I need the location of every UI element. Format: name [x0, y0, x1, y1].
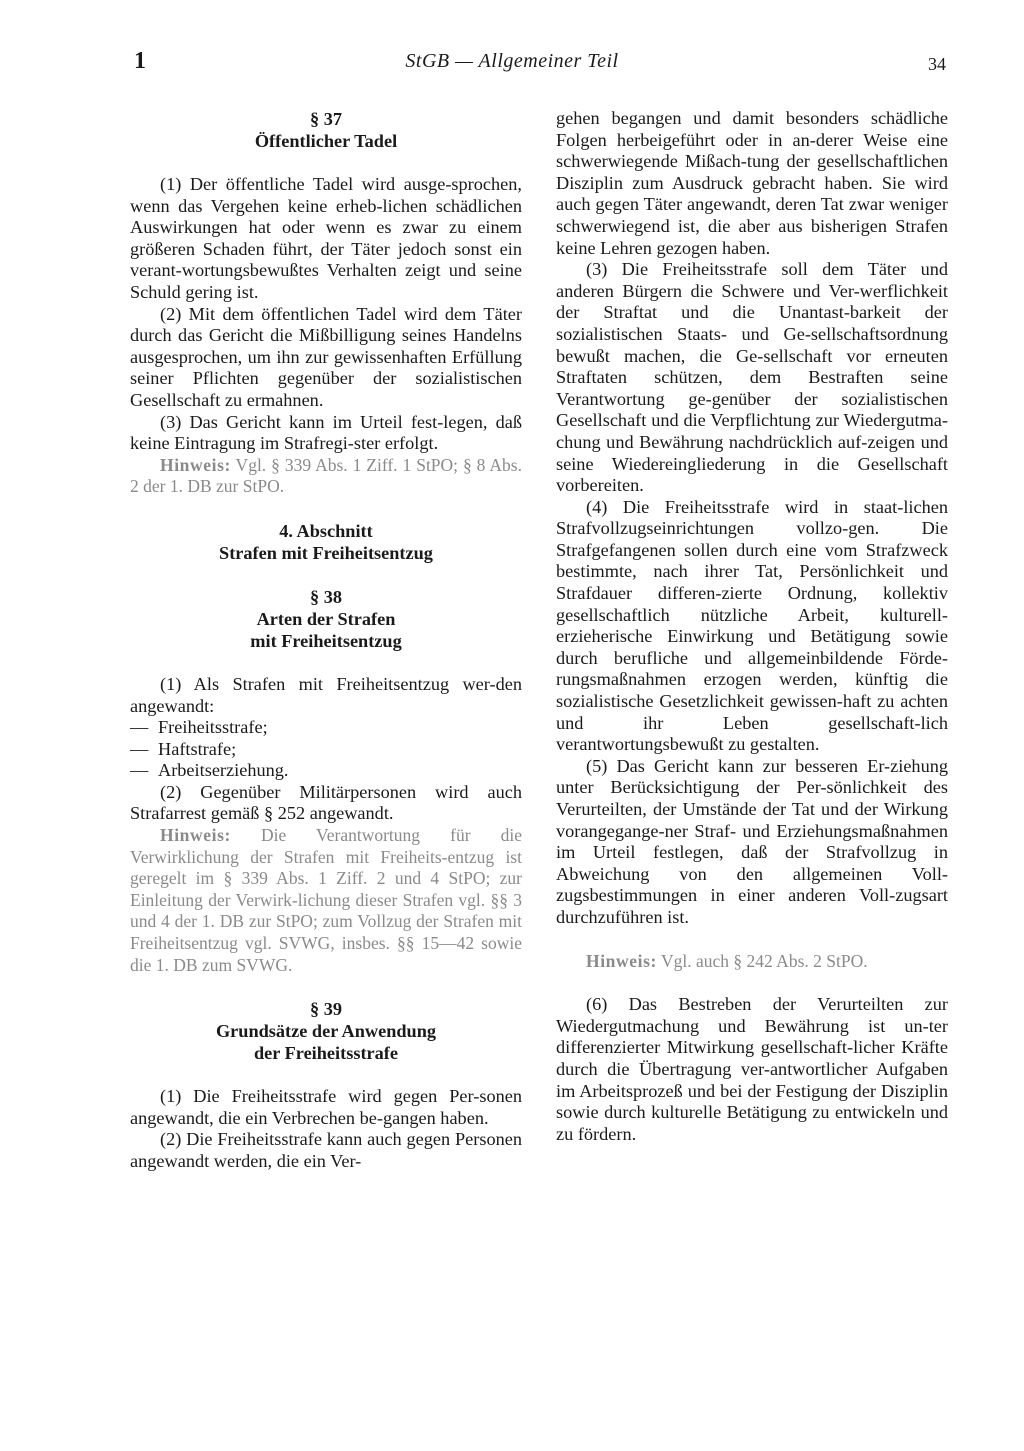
section-38-title-line-2: mit Freiheitsentzug: [250, 630, 402, 651]
section-37-number: § 37: [310, 109, 342, 129]
s37-paragraph-1: (1) Der öffentliche Tadel wird ausge-sprochen, wenn das Vergehen keine erheb-lichen schädlichen Auswirkungen hat oder wenn es zwar zu einem größeren Schaden führt, der Täter jedoch sonst ein verant-wortungsbewußtes Verhalten zeigt und seine Schuld gering ist.: [130, 174, 522, 302]
s39-paragraph-2-continued: gehen begangen und damit besonders schädliche Folgen herbeigeführt oder in an-derer Weise eine schwerwiegende Mißach-tung der gesellschaftlichen Disziplin zum Ausdruck gebracht haben. Sie wird auch gegen Täter angewandt, deren Tat zwar weniger schwerwiegend ist, die aber aus bisherigen Strafen keine Lehren gezogen haben.: [556, 108, 948, 258]
left-column: [130, 108, 522, 1173]
s38-paragraph-2: (2) Gegenüber Militärpersonen wird auch Strafarrest gemäß § 252 angewandt.: [130, 781, 522, 824]
section-39-number: § 39: [310, 999, 342, 1020]
running-title: StGB — Allgemeiner Teil: [405, 50, 619, 72]
s39-paragraph-4: (4) Die Freiheitsstrafe wird in staat-lichen Strafvollzugseinrichtungen vollzo-gen. Die Strafgefangenen sollen durch eine vom Strafzweck bestimmte, nach ihrer Tat, Persönlichkeit und Strafdauer differen-zierte Ordnung, kollektiv gesellschaftlich nützliche Arbeit, kulturell-erzieherische Einwirkung und Betätigung sowie durch berufliche und allgemeinbildende Förde-rungsmaßnahmen erzogen werden, künftig die sozialistische Gesetzlichkeit gewissen-haft zu achten und ihr Leben gesellschaft-lich verantwortungsbewußt zu gestalten.: [556, 496, 948, 755]
s37-paragraph-2: (2) Mit dem öffentlichen Tadel wird dem Täter durch das Gericht die Mißbilligung seines Handelns ausgesprochen, um ihn zur gewissenhaften Erfüllung seiner Pflichten gegenüber der sozialistischen Gesellschaft zu ermahnen.: [130, 303, 522, 410]
s39-paragraph-1: (1) Die Freiheitsstrafe wird gegen Per-sonen angewandt, die ein Verbrechen be-gangen haben.: [130, 1086, 522, 1128]
chapter-number: 1: [134, 48, 146, 74]
dash-marker: —: [130, 738, 149, 759]
section-37-title: Öffentlicher Tadel: [254, 131, 398, 151]
note-text: Vgl. § 339 Abs. 1 Ziff. 1 StPO; § 8 Abs. 2 der 1. DB zur StPO.: [130, 454, 522, 497]
list-item-text: Freiheitsstrafe;: [158, 717, 268, 738]
page-header: [0, 48, 1024, 80]
list-item-text: Haftstrafe;: [158, 738, 237, 759]
s39-paragraph-5: (5) Das Gericht kann zur besseren Er-ziehung unter Berücksichtigung der Per-sönlichkeit des Verurteilten, der Umstände der Tat und der Wirkung vorangegange-ner Straf- und Erziehungsmaßnahmen im Urteil festlegen, daß der Strafvollzug in Abweichung von den allgemeinen Voll-zugsbestimmungen in einer anderen Voll-zugsart durchzuführen ist.: [556, 755, 948, 927]
section-39-title-line-2: der Freiheitsstrafe: [253, 1043, 398, 1064]
chapter-4-title: Strafen mit Freiheitsentzug: [219, 542, 433, 563]
s39-paragraph-6: (6) Das Bestreben der Verurteilten zur Wiedergutmachung und Bewährung ist un-ter differenzierter Mitwirkung gesellschaft-licher Kräfte durch die Übertragung ver-antwortlicher Aufgaben im Arbeitsprozeß und bei der Festigung der Disziplin sowie durch kulturelle Betätigung zu entwickeln und zu fördern.: [556, 994, 948, 1144]
chapter-4-number: 4. Abschnitt: [279, 520, 373, 541]
s37-paragraph-3: (3) Das Gericht kann im Urteil fest-legen, daß keine Eintragung im Strafregi-ster erfolgt.: [130, 411, 522, 454]
s38-paragraph-1: (1) Als Strafen mit Freiheitsentzug wer-den angewandt:: [130, 673, 522, 716]
s39-paragraph-3: (3) Die Freiheitsstrafe soll dem Täter und anderen Bürgern die Schwere und Ver-werflichkeit der Straftat und die Unantast-barkeit der sozialistischen Staats- und Ge-sellschaftsordnung bewußt machen, die Ge-sellschaft vor erneuten Straftaten schützen, dem Bestraften seine Verantwortung ge-genüber der sozialistischen Gesellschaft und die Verpflichtung zur Wiedergutma-chung und Bewährung nachdrücklich auf-zeigen und seine Wiedereingliederung in die Gesellschaft vorbereiten.: [556, 259, 948, 496]
list-item: [130, 717, 522, 739]
section-38-number: § 38: [310, 586, 342, 607]
list-item-text: Arbeitserziehung.: [158, 760, 289, 781]
note-label: Hinweis:: [160, 454, 231, 475]
dash-marker: —: [130, 717, 149, 738]
section-38-title-line-1: Arten der Strafen: [256, 608, 396, 629]
dash-marker: —: [130, 760, 149, 781]
page-number: 34: [928, 54, 946, 74]
section-39-title-line-1: Grundsätze der Anwendung: [215, 1021, 437, 1042]
note-text: Vgl. auch § 242 Abs. 2 StPO.: [656, 950, 868, 971]
s37-note: [130, 455, 522, 498]
s39-paragraph-2-start: (2) Die Freiheitsstrafe kann auch gegen Personen angewandt werden, die ein Ver-: [130, 1129, 522, 1171]
s39-note: [556, 951, 948, 973]
right-column: [556, 108, 948, 1145]
s38-note: [130, 825, 522, 976]
note-label: Hinweis:: [160, 825, 231, 846]
note-text: Die Verantwortung für die Verwirklichung der Strafen mit Freiheits-entzug ist geregelt im § 339 Abs. 1 Ziff. 2 und 4 StPO; zur Einleitung der Verwirk-lichung dieser Strafen vgl. §§ 3 und 4 der 1. DB zur StPO; zum Vollzug der Strafen mit Freiheitsentzug vgl. SVWG, insbes. §§ 15—42 sowie die 1. DB zum SVWG.: [130, 825, 522, 975]
note-label: Hinweis:: [586, 950, 657, 971]
list-item: [130, 739, 522, 761]
list-item: [130, 760, 522, 782]
